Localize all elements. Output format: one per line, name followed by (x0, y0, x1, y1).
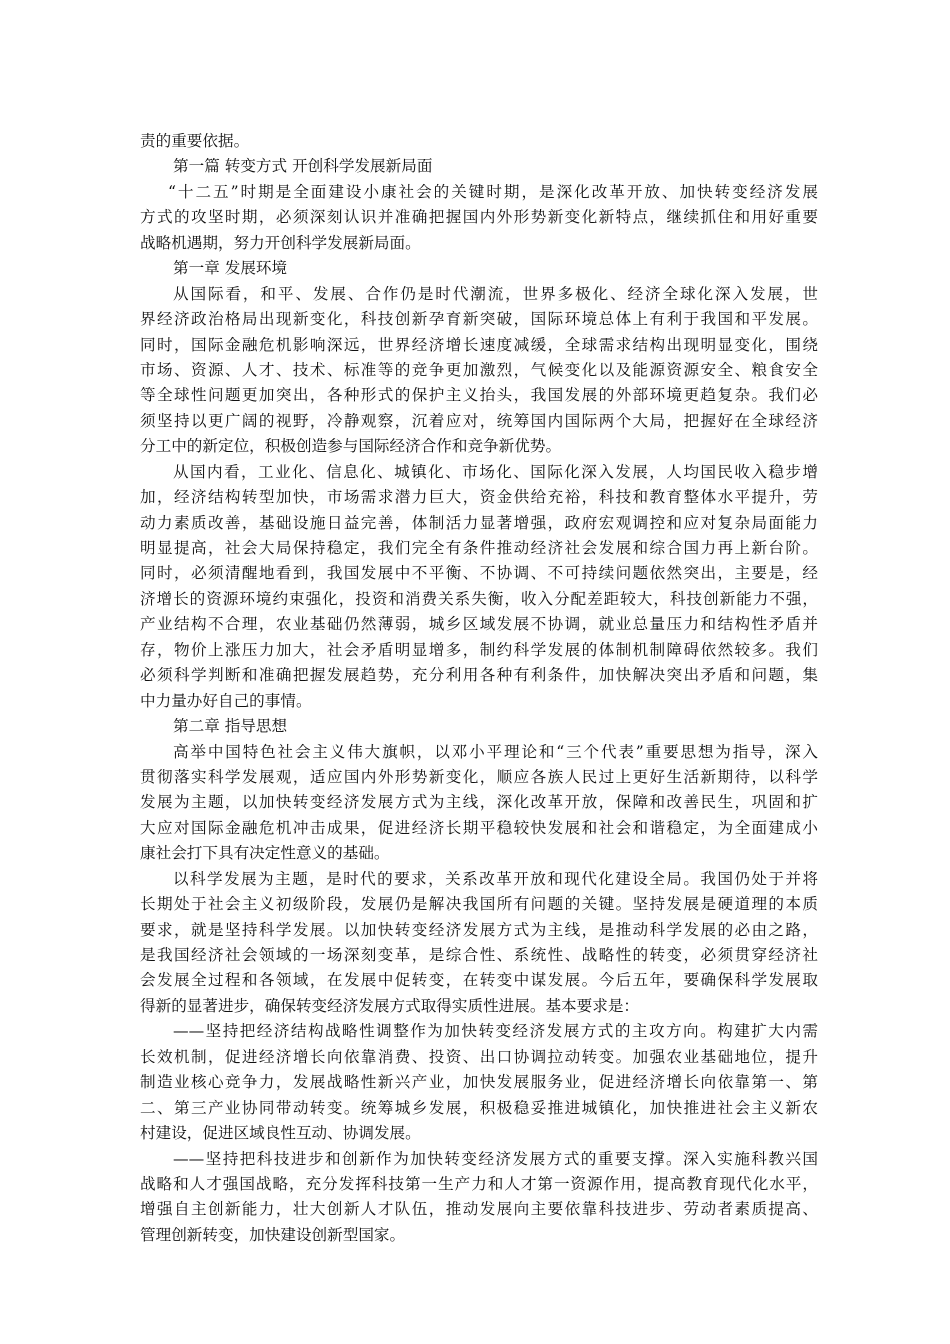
paragraph-line: 康社会打下具有决定性意义的基础。 (140, 844, 390, 863)
paragraph-line: 明显提高，社会大局保持稳定，我们完全有条件推动经济社会发展和综合国力再上新台阶。 (140, 539, 818, 557)
paragraph-line: 分工中的新定位，积极创造参与国际经济合作和竞争新优势。 (140, 437, 562, 456)
part-heading: 第一篇 转变方式 开创科学发展新局面 (173, 157, 433, 176)
paragraph-line: 同时，国际金融危机影响深远，世界经济增长速度减缓，全球需求结构出现明显变化，围绕 (140, 335, 818, 354)
paragraph-line: 中力量办好自己的事情。 (140, 691, 312, 710)
chapter-heading: 第二章 指导思想 (173, 717, 288, 736)
paragraph-line: 界经济政治格局出现新变化，科技创新孕育新突破，国际环境总体上有利于我国和平发展。 (140, 310, 818, 329)
paragraph-line: 是我国经济社会领域的一场深刻变革，是综合性、系统性、战略性的转变，必须贯穿经济社 (140, 946, 818, 964)
paragraph-line: 从国际看，和平、发展、合作仍是时代潮流，世界多极化、经济全球化深入发展，世 (173, 284, 818, 303)
paragraph-line: 要求，就是坚持科学发展。以加快转变经济发展方式为主线，是推动科学发展的必由之路， (140, 920, 818, 939)
paragraph-line: 必须科学判断和准确把握发展趋势，充分利用各种有利条件，加快解决突出矛盾和问题，集 (140, 666, 818, 685)
paragraph-line: 动力素质改善，基础设施日益完善，体制活力显著增强，政府宏观调控和应对复杂局面能力 (140, 513, 818, 532)
paragraph-line: 从国内看，工业化、信息化、城镇化、市场化、国际化深入发展，人均国民收入稳步增 (173, 462, 818, 481)
paragraph-line: 战略和人才强国战略，充分发挥科技第一生产力和人才第一资源作用，提高教育现代化水平， (140, 1174, 818, 1193)
paragraph-line: 村建设，促进区域良性互动、协调发展。 (140, 1124, 421, 1143)
paragraph-line: 存，物价上涨压力加大，社会矛盾明显增多，制约科学发展的体制机制障碍依然较多。我们 (140, 640, 818, 659)
paragraph-line: 加，经济结构转型加快，市场需求潜力巨大，资金供给充裕，科技和教育整体水平提升，劳 (140, 488, 818, 507)
paragraph-line: 方式的攻坚时期，必须深刻认识并准确把握国内外形势新变化新特点，继续抓住和用好重要 (140, 208, 818, 227)
chapter-heading: 第一章 发展环境 (173, 259, 288, 278)
paragraph-line: 管理创新转变，加快建设创新型国家。 (140, 1225, 406, 1244)
paragraph-line: 责的重要依据。 (140, 132, 250, 150)
paragraph-line: “十二五”时期是全面建设小康社会的关键时期，是深化改革开放、加快转变经济发展 (168, 182, 818, 201)
paragraph-line: 会发展全过程和各领域，在发展中促转变，在转变中谋发展。今后五年，要确保科学发展取 (140, 971, 818, 990)
paragraph-line: 同时，必须清醒地看到，我国发展中不平衡、不协调、不可持续问题依然突出，主要是，经 (140, 564, 818, 583)
paragraph-line: 得新的显著进步，确保转变经济发展方式取得实质性进展。基本要求是： (140, 996, 640, 1015)
paragraph-line: 济增长的资源环境约束强化，投资和消费关系失衡，收入分配差距较大，科技创新能力不强， (140, 589, 818, 608)
paragraph-line: 发展为主题，以加快转变经济发展方式为主线，深化改革开放，保障和改善民生，巩固和扩 (140, 793, 818, 812)
paragraph-line: 长期处于社会主义初级阶段，发展仍是解决我国所有问题的关键。坚持发展是硬道理的本质 (140, 895, 818, 914)
paragraph-line: 市场、资源、人才、技术、标准等的竞争更加激烈，气候变化以及能源资源安全、粮食安全 (140, 360, 818, 379)
paragraph-line: ——坚持把经济结构战略性调整作为加快转变经济发展方式的主攻方向。构建扩大内需 (173, 1022, 818, 1041)
paragraph-line: 战略机遇期，努力开创科学发展新局面。 (140, 233, 421, 252)
paragraph-line: 以科学发展为主题，是时代的要求，关系改革开放和现代化建设全局。我国仍处于并将 (173, 869, 818, 888)
paragraph-line: 产业结构不合理，农业基础仍然薄弱，城乡区域发展不协调，就业总量压力和结构性矛盾并 (140, 615, 818, 634)
document-page (140, 129, 818, 1248)
paragraph-line: 贯彻落实科学发展观，适应国内外形势新变化，顺应各族人民过上更好生活新期待，以科学 (140, 767, 818, 786)
paragraph-line: 高举中国特色社会主义伟大旗帜，以邓小平理论和“三个代表”重要思想为指导，深入 (173, 742, 818, 761)
paragraph-line: 大应对国际金融危机冲击成果，促进经济长期平稳较快发展和社会和谐稳定，为全面建成小 (140, 818, 818, 837)
paragraph-line: 增强自主创新能力，壮大创新人才队伍，推动发展向主要依靠科技进步、劳动者素质提高、 (140, 1200, 818, 1219)
paragraph-line: 长效机制，促进经济增长向依靠消费、投资、出口协调拉动转变。加强农业基础地位，提升 (140, 1047, 818, 1066)
paragraph-line: 二、第三产业协同带动转变。统筹城乡发展，积极稳妥推进城镇化，加快推进社会主义新农 (140, 1098, 818, 1117)
paragraph-line: ——坚持把科技进步和创新作为加快转变经济发展方式的重要支撑。深入实施科教兴国 (173, 1149, 818, 1168)
paragraph-line: 制造业核心竞争力，发展战略性新兴产业，加快发展服务业，促进经济增长向依靠第一、第 (140, 1073, 818, 1092)
paragraph-line: 等全球性问题更加突出，各种形式的保护主义抬头，我国发展的外部环境更趋复杂。我们必 (140, 386, 818, 405)
paragraph-line: 须坚持以更广阔的视野，冷静观察，沉着应对，统筹国内国际两个大局，把握好在全球经济 (140, 411, 818, 430)
